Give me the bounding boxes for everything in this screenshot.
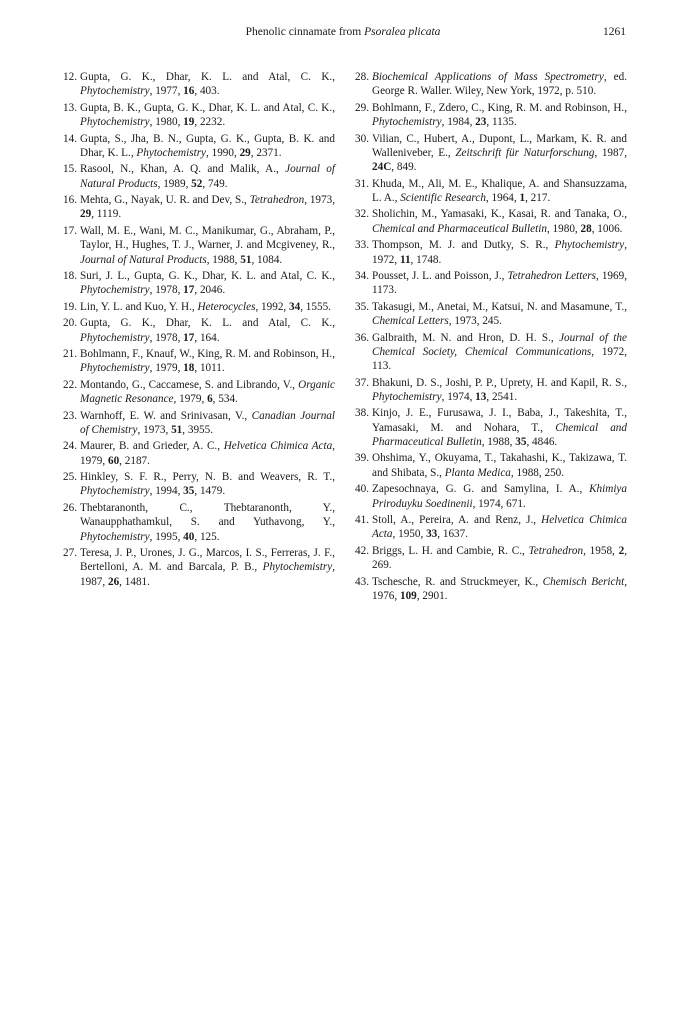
reference-item <box>60 193 335 222</box>
reference-item <box>352 300 627 329</box>
running-title-text: Phenolic cinnamate from <box>245 26 365 38</box>
journal-title: Chemisch Bericht <box>542 575 625 588</box>
reference-text <box>372 133 627 174</box>
reference-number: 12. <box>63 71 77 83</box>
volume-number: 18 <box>183 362 195 375</box>
reference-item <box>352 575 627 604</box>
reference-number: 27. <box>63 547 77 560</box>
reference-item <box>352 331 627 374</box>
citation-text: , 1987, <box>594 146 627 159</box>
journal-title: Scientific Research <box>400 191 486 204</box>
journal-title: Zeitschrift für Naturforschung <box>455 146 595 159</box>
reference-text <box>372 102 627 128</box>
citation-text: Suri, J. L., Gupta, G. K., Dhar, K. L. and Atal, C. K., <box>80 269 335 282</box>
volume-number: 6 <box>207 393 213 406</box>
reference-text <box>372 514 627 540</box>
reference-number: 17. <box>63 224 77 237</box>
volume-number: 33 <box>426 528 438 541</box>
reference-text <box>80 379 335 405</box>
citation-text: Maurer, B. and Grieder, A. C., <box>80 440 224 453</box>
citation-text: Galbraith, M. N. and Hron, D. H. S., <box>372 331 560 344</box>
reference-item <box>352 101 627 130</box>
reference-text <box>80 194 335 220</box>
citation-text: , 2187. <box>119 454 150 467</box>
volume-number: 11 <box>399 253 411 266</box>
citation-text: Bohlmann, F., Knauf, W., King, R. M. and Robinson, H., <box>80 348 335 361</box>
reference-number: 26. <box>63 501 77 514</box>
running-header <box>60 26 626 42</box>
reference-item <box>352 238 627 267</box>
citation-text: , 1979, <box>80 440 335 467</box>
volume-number: 29 <box>239 146 251 159</box>
citation-text: Briggs, L. H. and Cambie, R. C., <box>372 544 529 557</box>
citation-text: , 1980, <box>149 116 184 129</box>
volume-number: 29 <box>80 208 92 221</box>
volume-number: 60 <box>107 454 120 467</box>
volume-number: 52 <box>191 177 203 190</box>
volume-number: 51 <box>240 253 252 266</box>
citation-text: , 1974, 671. <box>472 497 526 510</box>
citation-text: , 2371. <box>250 146 282 159</box>
journal-title: Phytochemistry <box>80 485 150 498</box>
journal-title: Canadian Journal of Chemistry <box>80 409 335 436</box>
journal-title: Phytochemistry <box>136 146 207 159</box>
journal-title: Phytochemistry <box>262 561 333 574</box>
references-right-column <box>352 70 627 605</box>
volume-number: 23 <box>475 116 487 129</box>
reference-text <box>372 71 627 97</box>
citation-text: , 2901. <box>416 589 448 602</box>
journal-title: Phytochemistry <box>80 85 150 98</box>
citation-text: , 1988, <box>206 253 241 266</box>
reference-text <box>80 547 335 588</box>
citation-text: , 1978, <box>149 284 184 297</box>
citation-text: , 1006. <box>591 222 623 235</box>
journal-title: Journal of Natural Products <box>80 253 207 266</box>
reference-item <box>60 316 335 345</box>
reference-item <box>60 132 335 161</box>
citation-text: Gupta, G. K., Dhar, K. L. and Atal, C. K., <box>80 317 335 330</box>
reference-text <box>80 270 335 296</box>
citation-text: Vilian, C., Hubert, A., Dupont, L., Markam, K. R. and Walleniveber, E., <box>372 132 627 159</box>
volume-number: 51 <box>171 423 183 436</box>
citation-text: , 1973, 245. <box>448 315 502 328</box>
reference-number: 19. <box>63 300 77 313</box>
reference-number: 41. <box>355 514 369 527</box>
citation-text: Gupta, B. K., Gupta, G. K., Dhar, K. L. and Atal, C. K., <box>80 101 335 114</box>
reference-text <box>80 225 335 266</box>
reference-item <box>352 406 627 449</box>
reference-number: 34. <box>355 269 369 282</box>
citation-text: , 1974, <box>441 390 476 403</box>
reference-item <box>60 70 335 99</box>
volume-number: 28 <box>580 222 592 235</box>
reference-text <box>80 102 335 128</box>
reference-text <box>372 483 627 509</box>
reference-text <box>372 576 627 602</box>
reference-number: 16. <box>63 194 77 207</box>
reference-number: 29. <box>355 101 369 114</box>
citation-text: , 749. <box>202 177 228 190</box>
reference-item <box>60 409 335 438</box>
reference-text <box>372 178 627 204</box>
journal-title: Tetrahedron Letters <box>507 269 597 282</box>
citation-text: , 1979, <box>173 393 208 406</box>
reference-item <box>60 501 335 544</box>
journal-title: Tetrahedron <box>528 544 584 557</box>
reference-number: 21. <box>63 348 77 361</box>
reference-number: 28. <box>355 71 369 83</box>
citation-text: , 217. <box>525 191 551 204</box>
reference-item <box>352 544 627 573</box>
citation-text: Tschesche, R. and Struckmeyer, K., <box>372 575 543 588</box>
references-left-column <box>60 70 335 591</box>
citation-text: , 1984, <box>441 116 476 129</box>
citation-text: , 2046. <box>194 284 226 297</box>
volume-number: 19 <box>183 116 195 129</box>
citation-text: , 1989, <box>157 177 192 190</box>
volume-number: 17 <box>183 331 195 344</box>
journal-title: Biochemical Applications of Mass Spectrometry <box>372 71 604 83</box>
reference-item <box>352 451 627 480</box>
reference-number: 33. <box>355 239 369 252</box>
citation-text: , 1969, 1173. <box>372 269 627 297</box>
citation-text: , 1748. <box>410 253 442 266</box>
reference-number: 14. <box>63 132 77 145</box>
journal-title: Phytochemistry <box>80 362 150 375</box>
reference-item <box>352 70 627 99</box>
volume-number: 34 <box>289 300 301 313</box>
citation-text: , 1979, <box>149 362 184 375</box>
reference-text <box>372 270 627 296</box>
citation-text: , 1994, <box>149 485 184 498</box>
journal-title: Phytochemistry <box>554 239 625 252</box>
running-title-species: Psoralea plicata <box>364 26 441 38</box>
citation-text: Hinkley, S. F. R., Perry, N. B. and Weavers, R. T., <box>80 471 335 484</box>
journal-title: Phytochemistry <box>80 530 150 543</box>
volume-number: 16 <box>183 85 195 98</box>
reference-number: 39. <box>355 452 369 465</box>
reference-number: 32. <box>355 208 369 221</box>
journal-title: Phytochemistry <box>372 116 442 129</box>
journal-title: Chemical and Pharmaceutical Bulletin <box>372 222 547 235</box>
reference-number: 38. <box>355 407 369 420</box>
citation-text: Takasugi, M., Anetai, M., Katsui, N. and Masamune, T., <box>372 300 627 313</box>
citation-text: Warnhoff, E. W. and Srinivasan, V., <box>80 409 252 422</box>
citation-text: Stoll, A., Pereira, A. and Renz, J., <box>372 514 542 527</box>
citation-text: , 1973, <box>137 423 172 436</box>
citation-text: , 1135. <box>486 116 517 129</box>
running-title <box>60 26 626 38</box>
journal-title: Phytochemistry <box>80 331 150 344</box>
volume-number: 1 <box>519 191 526 204</box>
citation-text: , 1988, 250. <box>510 466 565 479</box>
reference-text <box>80 348 335 374</box>
citation-text: , 164. <box>194 331 220 344</box>
citation-text: , 1555. <box>300 300 331 313</box>
volume-number: 35 <box>183 485 195 498</box>
reference-item <box>60 347 335 376</box>
citation-text: , 4846. <box>526 436 558 448</box>
journal-title: Chemical and Pharmaceutical Bulletin <box>372 421 627 448</box>
citation-text: Kinjo, J. E., Furusawa, J. I., Baba, J., Takeshita, T., Yamasaki, M. and Nohara, T., <box>372 407 627 434</box>
reference-text <box>80 317 335 343</box>
citation-text: , 1950, <box>392 528 427 541</box>
citation-text: Khuda, M., Ali, M. E., Khalique, A. and Shansuzzama, L. A., <box>372 177 627 204</box>
volume-number: 24C <box>372 161 392 174</box>
reference-number: 42. <box>355 544 369 557</box>
citation-text: , 1958, <box>583 544 619 557</box>
reference-item <box>60 378 335 407</box>
reference-text <box>80 133 335 159</box>
reference-text <box>80 502 335 543</box>
journal-title: Phytochemistry <box>80 284 150 297</box>
citation-text: , 1988, <box>481 436 516 448</box>
reference-number: 23. <box>63 409 77 422</box>
reference-number: 35. <box>355 300 369 313</box>
citation-text: , 1995, <box>149 530 184 543</box>
volume-number: 109 <box>399 589 417 602</box>
reference-text <box>372 407 627 448</box>
volume-number: 26 <box>107 575 120 588</box>
reference-number: 31. <box>355 177 369 190</box>
journal-title: Khimiya Priroduyku Soedinenii <box>372 483 627 510</box>
citation-text: , 1987, <box>80 561 335 588</box>
volume-number: 35 <box>515 436 527 448</box>
citation-text: , 269. <box>372 544 628 572</box>
citation-text: Bohlmann, F., Zdero, C., King, R. M. and Robinson, H., <box>372 101 627 114</box>
journal-title: Phytochemistry <box>80 116 150 129</box>
reference-number: 20. <box>63 317 77 330</box>
citation-text: , 534. <box>212 393 238 406</box>
citation-text: , 1119. <box>91 208 122 221</box>
citation-text: , 1964, <box>485 191 520 204</box>
reference-number: 40. <box>355 483 369 496</box>
citation-text: Wall, M. E., Wani, M. C., Manikumar, G., Abraham, P., Taylor, H., Hughes, T. J., Warner, J. and Mcgiveney, R., <box>80 224 335 252</box>
reference-number: 36. <box>355 331 369 344</box>
reference-text <box>372 377 627 403</box>
reference-number: 30. <box>355 132 369 145</box>
reference-text <box>372 332 627 373</box>
journal-title: Organic Magnetic Resonance <box>80 378 335 406</box>
journal-title: Heterocycles <box>197 300 256 313</box>
citation-text: , 1972, 113. <box>372 345 628 373</box>
reference-item <box>60 300 335 314</box>
journal-title: Journal of Natural Products <box>80 163 335 190</box>
reference-item <box>352 177 627 206</box>
citation-text: , 403. <box>194 85 220 98</box>
journal-title: Helvetica Chimica Acta <box>223 440 333 453</box>
citation-text: , 1990, <box>206 146 240 159</box>
reference-text <box>80 410 335 436</box>
citation-text: Pousset, J. L. and Poisson, J., <box>372 269 508 282</box>
citation-text: Ohshima, Y., Okuyama, T., Takahashi, K., Takizawa, T. and Shibata, S., <box>372 452 627 479</box>
reference-number: 18. <box>63 269 77 282</box>
reference-item <box>352 376 627 405</box>
citation-text: Lin, Y. L. and Kuo, Y. H., <box>80 300 198 313</box>
citation-text: , 2232. <box>194 116 226 129</box>
journal-title: Planta Medica <box>444 466 511 479</box>
reference-item <box>352 132 627 175</box>
citation-text: Bhakuni, D. S., Joshi, P. P., Uprety, H. and Kapil, R. S., <box>372 376 627 389</box>
reference-number: 22. <box>63 378 77 391</box>
citation-text: , 125. <box>194 530 220 543</box>
reference-item <box>60 439 335 468</box>
citation-text: , 1976, <box>372 575 627 602</box>
reference-item <box>60 269 335 298</box>
citation-text: , 1637. <box>437 528 469 541</box>
reference-item <box>352 269 627 298</box>
journal-title: Phytochemistry <box>372 390 442 403</box>
citation-text: Sholichin, M., Yamasaki, K., Kasai, R. and Tanaka, O., <box>372 208 627 221</box>
reference-text <box>80 71 335 97</box>
citation-text: , 1980, <box>546 222 581 235</box>
journal-title: Chemical Letters <box>372 315 449 328</box>
volume-number: 2 <box>618 544 625 557</box>
citation-text: Montando, G., Caccamese, S. and Librando, V., <box>80 378 299 391</box>
citation-text: , 1481. <box>119 575 150 588</box>
volume-number: 17 <box>183 284 195 297</box>
reference-text <box>372 208 627 234</box>
citation-text: Rasool, N., Khan, A. Q. and Malik, A., <box>80 163 286 176</box>
citation-text: , 1479. <box>194 485 226 498</box>
citation-text: Mehta, G., Nayak, U. R. and Dev, S., <box>80 194 250 207</box>
citation-text: , 1978, <box>149 331 184 344</box>
reference-number: 15. <box>63 163 77 176</box>
citation-text: , 1011. <box>194 362 225 375</box>
reference-item <box>60 470 335 499</box>
reference-number: 25. <box>63 471 77 484</box>
reference-text <box>372 545 627 571</box>
citation-text: , 3955. <box>182 423 214 436</box>
reference-text <box>80 440 335 466</box>
reference-number: 37. <box>355 376 369 389</box>
citation-text: Thebtaranonth, C., Thebtaranonth, Y., Wanaupphathamkul, S. and Yuthavong, Y., <box>80 501 335 529</box>
reference-number: 43. <box>355 575 369 588</box>
reference-text <box>372 301 627 327</box>
volume-number: 13 <box>475 390 487 403</box>
volume-number: 40 <box>183 530 195 543</box>
reference-item <box>60 101 335 130</box>
citation-text: Zapesochnaya, G. G. and Samylina, I. A., <box>372 483 590 496</box>
reference-item <box>60 162 335 191</box>
reference-item <box>60 224 335 267</box>
citation-text: Gupta, G. K., Dhar, K. L. and Atal, C. K., <box>80 71 335 83</box>
reference-item <box>352 513 627 542</box>
citation-text: , 849. <box>391 161 417 174</box>
journal-title: Tetrahedron <box>249 194 305 207</box>
citation-text: , ed. George R. Waller. Wiley, New York, 1972, p. 510. <box>372 71 627 98</box>
journal-title: Helvetica Chimica Acta <box>372 514 627 541</box>
citation-text: , 1084. <box>251 253 283 266</box>
citation-text: , 2541. <box>486 390 518 403</box>
citation-text: Teresa, J. P., Urones, J. G., Marcos, I. S., Ferreras, J. F., Bertelloni, A. M. and Barcala, P. B., <box>80 547 335 574</box>
citation-text: , 1992, <box>255 300 290 313</box>
citation-text: , 1977, <box>149 85 184 98</box>
journal-title: Journal of the Chemical Society, Chemical Communications <box>372 331 627 358</box>
citation-text: Thompson, M. J. and Dutky, S. R., <box>372 239 555 252</box>
reference-text <box>80 471 335 497</box>
reference-item <box>352 207 627 236</box>
reference-item <box>60 546 335 589</box>
citation-text: , 1972, <box>372 239 627 266</box>
reference-text <box>80 163 335 189</box>
reference-text <box>372 452 627 478</box>
page-number: 1261 <box>603 26 626 38</box>
reference-text <box>80 301 331 313</box>
reference-number: 24. <box>63 440 77 453</box>
reference-number: 13. <box>63 101 77 114</box>
reference-text <box>372 239 627 265</box>
reference-item <box>352 482 627 511</box>
citation-text: , 1973, <box>304 194 336 207</box>
citation-text: Gupta, S., Jha, B. N., Gupta, G. K., Gupta, B. K. and Dhar, K. L., <box>80 132 335 159</box>
